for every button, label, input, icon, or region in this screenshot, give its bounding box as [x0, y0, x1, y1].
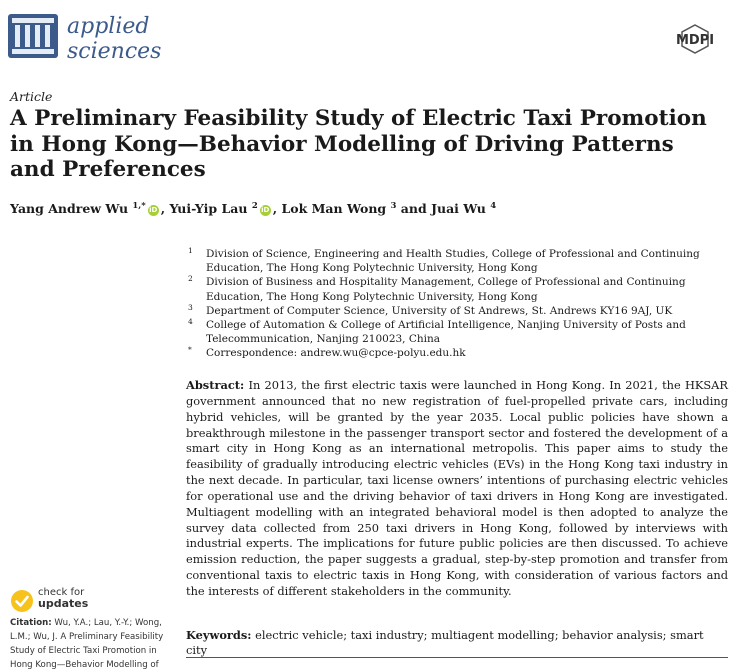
- journal-name-line1: applied: [67, 14, 150, 39]
- author-name: Yang Andrew Wu: [10, 201, 129, 217]
- check-updates-text: check for updates: [38, 587, 89, 610]
- affiliations: [186, 247, 726, 361]
- check-updates-icon: [10, 589, 34, 613]
- article-type: Article: [10, 89, 53, 104]
- author-sup: 3: [390, 201, 397, 211]
- citation-text: Wu, Y.A.; Lau, Y.-Y.; Wong, L.M.; Wu, J. A Preliminary Feasibility Study of Electric Taxi Promotion in Hong Kong—Behavior Modelling of: [10, 618, 164, 670]
- paper-title: A Preliminary Feasibility Study of Electric Taxi Promotion in Hong Kong—Behavior Modelling of Driving Patterns and Preferences: [10, 106, 707, 182]
- correspondence: * Correspondence: andrew.wu@cpce-polyu.edu.hk: [188, 345, 466, 360]
- orcid-icon[interactable]: iD: [261, 206, 270, 215]
- citation-label: Citation:: [10, 618, 52, 628]
- journal-name: [67, 14, 161, 64]
- orcid-icon[interactable]: iD: [149, 206, 158, 215]
- check-for-updates-badge[interactable]: [10, 587, 120, 615]
- author-list: [10, 201, 496, 216]
- abstract: [186, 378, 728, 600]
- journal-columns-icon: [7, 13, 59, 59]
- affiliation-item: 4 College of Automation & College of Artificial Intelligence, Nanjing University of Posts and Telecommunication, Nanjing 210023, China: [188, 317, 686, 346]
- keywords-text: electric vehicle; taxi industry; multiagent modelling; behavior analysis; smart city: [186, 628, 704, 657]
- publisher-name: MDPI: [675, 33, 715, 48]
- divider: [186, 657, 728, 658]
- affiliation-item: 2 Division of Business and Hospitality Management, College of Professional and Continuing Education, The Hong Kong Polytechnic University, Hong Kong: [188, 274, 686, 303]
- author-name: Juai Wu: [431, 201, 486, 217]
- author: Lok Man Wong $^3$ and: [281, 201, 432, 217]
- keywords-label: Keywords:: [186, 628, 252, 642]
- author: Yui-Yip Lau $^2$ iD ,: [169, 201, 282, 217]
- abstract-text: In 2013, the first electric taxis were launched in Hong Kong. In 2021, the HKSAR government announced that no new registration of fuel-propelled private cars, including hybrid vehicles, will be granted by the year 2035. Local public policies have shown a breakthrough milestone in the passenger transport sector and fostered the development of a smart city in Hong Kong as an international metropolis. This paper aims to study the feasibility of gradually introducing electric vehicles (EVs) in the Hong Kong taxi industry in the next decade. In particular, taxi license owners’ intentions of purchasing electric vehicles for operational use and the driving behavior of taxi drivers in Hong Kong are investigated. Multiagent modelling with an integrated behavioral model is then adopted to analyze the survey data collected from 250 taxi drivers in Hong Kong, followed by interviews with industrial experts. The implications for future public policies are then discussed. To achieve emission reduction, the paper suggests a gradual, step-by-step promotion and transfer from conventional taxis to electric taxis in Hong Kong, with consideration of various factors and the interests of different stakeholders in the community.: [186, 378, 728, 598]
- affiliation-item: 1 Division of Science, Engineering and Health Studies, College of Professional and Continuing Education, The Hong Kong Polytechnic University, Hong Kong: [188, 246, 700, 275]
- publisher-logo: [664, 24, 726, 54]
- author-sup: 4: [490, 201, 497, 211]
- journal-logo: [7, 10, 167, 66]
- abstract-label: Abstract:: [186, 378, 245, 392]
- journal-name-line2: sciences: [67, 39, 162, 64]
- author: Yang Andrew Wu $^{1,*}$ iD ,: [10, 201, 170, 217]
- keywords: [186, 628, 728, 658]
- author-name: Yui-Yip Lau: [169, 201, 248, 217]
- author-sup: 2: [251, 201, 258, 211]
- author-name: Lok Man Wong: [281, 201, 387, 217]
- author: [431, 201, 496, 216]
- affiliation-item: 3 Department of Computer Science, University of St Andrews, St. Andrews KY16 9AJ, UK: [188, 302, 673, 317]
- citation: [10, 616, 170, 672]
- author-sup: 1,*: [132, 201, 146, 211]
